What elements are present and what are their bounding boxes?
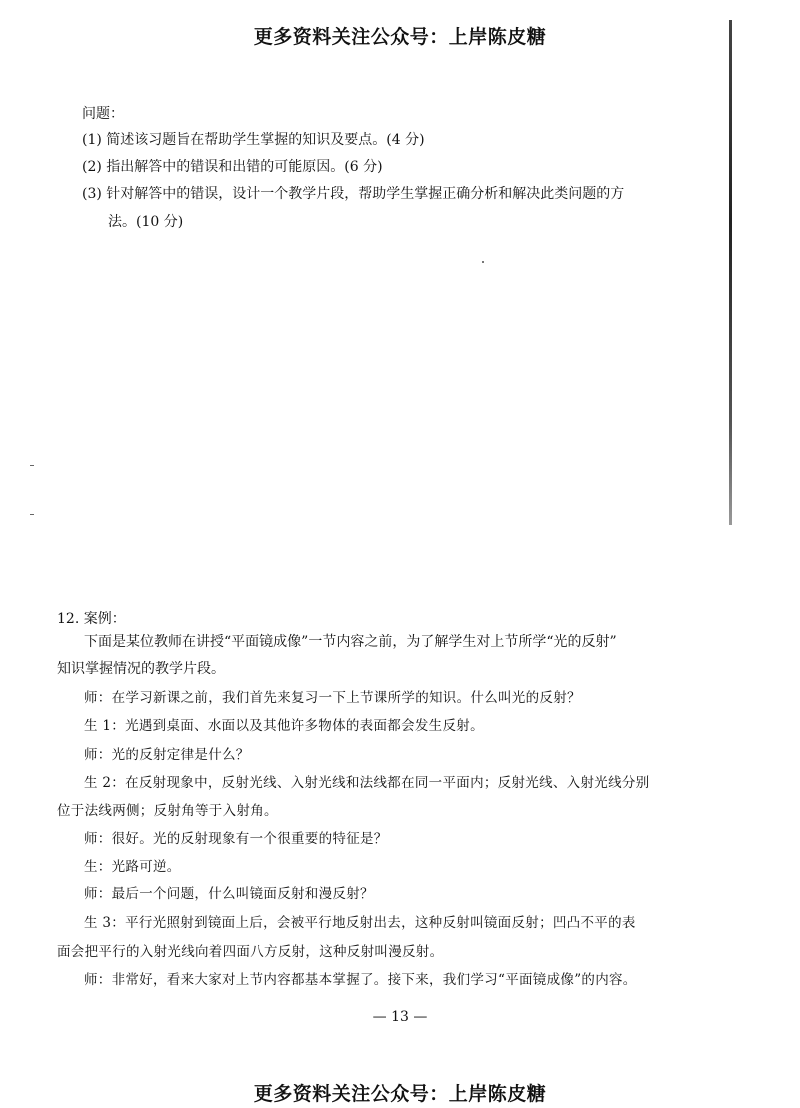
dialog-line: 师：光的反射定律是什么？ [84, 747, 250, 763]
dialog-line: 生 1：光遇到桌面、水面以及其他许多物体的表面都会发生反射。 [84, 718, 484, 734]
header-banner: 更多资料关注公众号：上岸陈皮糖 [253, 26, 547, 48]
dialog-line: 生：光路可逆。 [84, 859, 181, 875]
dialog-line-continued: 位于法线两侧；反射角等于入射角。 [57, 803, 278, 819]
dialog-line: 师：很好。光的反射现象有一个很重要的特征是？ [84, 831, 388, 847]
case-title: 12. 案例： [57, 611, 126, 627]
scan-mark [30, 514, 34, 515]
footer-banner: 更多资料关注公众号：上岸陈皮糖 [253, 1083, 547, 1105]
scan-speck [482, 261, 484, 263]
case-intro: 下面是某位教师在讲授“平面镜成像”一节内容之前，为了解学生对上节所学“光的反射” [84, 634, 617, 650]
dialog-line: 师：在学习新课之前，我们首先来复习一下上节课所学的知识。什么叫光的反射？ [84, 690, 581, 706]
case-intro-continued: 知识掌握情况的教学片段。 [57, 661, 225, 677]
question-1: (1) 简述该习题旨在帮助学生掌握的知识及要点。(4 分) [82, 132, 425, 148]
dialog-line: 师：最后一个问题，什么叫镜面反射和漫反射？ [84, 886, 374, 902]
question-3-continued: 法。(10 分) [108, 214, 184, 230]
scan-edge-line [729, 20, 732, 525]
dialog-line: 生 2：在反射现象中，反射光线、入射光线和法线都在同一平面内；反射光线、入射光线分别 [84, 775, 650, 791]
dialog-line: 师：非常好，看来大家对上节内容都基本掌握了。接下来，我们学习“平面镜成像”的内容。 [84, 972, 637, 988]
question-2: (2) 指出解答中的错误和出错的可能原因。(6 分) [82, 159, 383, 175]
question-heading: 问题： [82, 106, 124, 122]
page-number: — 13 — [372, 1009, 428, 1025]
question-3: (3) 针对解答中的错误，设计一个教学片段，帮助学生掌握正确分析和解决此类问题的方 [82, 186, 625, 202]
scan-mark [30, 465, 34, 466]
dialog-line-continued: 面会把平行的入射光线向着四面八方反射，这种反射叫漫反射。 [57, 944, 444, 960]
dialog-line: 生 3：平行光照射到镜面上后，会被平行地反射出去，这种反射叫镜面反射；凹凸不平的表 [84, 915, 636, 931]
